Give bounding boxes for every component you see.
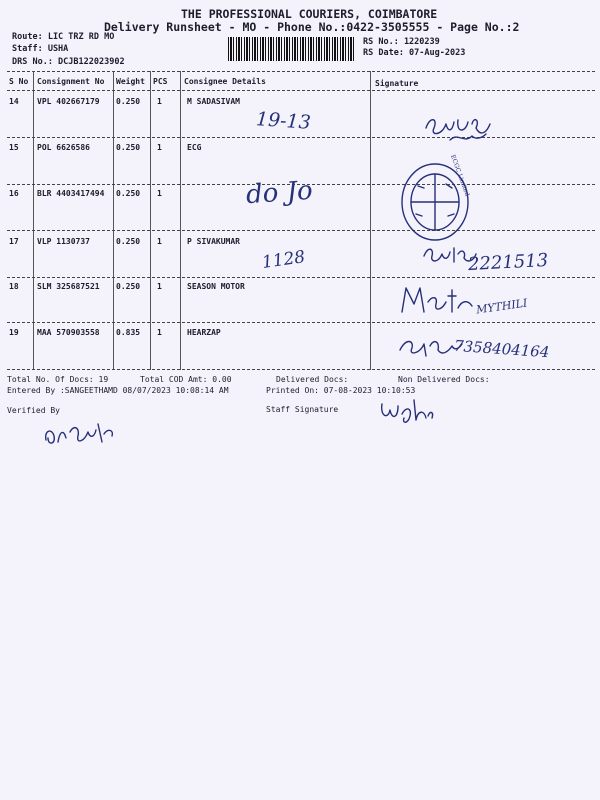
printed-on: Printed On: 07-08-2023 10:10:53 bbox=[266, 386, 416, 395]
rs-date: RS Date: 07-Aug-2023 bbox=[363, 48, 466, 58]
staff-label: Staff: USHA bbox=[12, 44, 69, 54]
non-delivered-docs: Non Delivered Docs: bbox=[398, 375, 490, 384]
drs-number: DRS No.: DCJB122023902 bbox=[12, 57, 125, 67]
header-rule bbox=[7, 90, 595, 91]
row-sno: 19 bbox=[9, 328, 19, 337]
handwritten-note: 19-13 bbox=[255, 108, 312, 134]
runsheet-title: Delivery Runsheet - MO - Phone No.:0422-3505555 - Page No.:2 bbox=[104, 20, 520, 34]
row-consignee: HEARZAP bbox=[187, 328, 221, 337]
delivered-docs: Delivered Docs: bbox=[276, 375, 349, 384]
column-header: Signature bbox=[375, 79, 419, 88]
column-header: PCS bbox=[153, 77, 168, 86]
row-weight: 0.250 bbox=[116, 282, 141, 291]
column-divider bbox=[113, 71, 114, 370]
verifier-signature bbox=[40, 416, 120, 450]
row-weight: 0.250 bbox=[116, 189, 141, 198]
table-top-rule bbox=[7, 71, 595, 72]
handwritten-note: 1128 bbox=[260, 247, 307, 273]
handwritten-phone: 7358404164 bbox=[453, 336, 550, 362]
column-divider bbox=[180, 71, 181, 370]
row-pcs: 1 bbox=[157, 328, 162, 337]
total-docs: Total No. Of Docs: 19 bbox=[7, 375, 109, 384]
rs-number: RS No.: 1220239 bbox=[363, 37, 440, 47]
total-cod: Total COD Amt: 0.00 bbox=[140, 375, 232, 384]
stamp-text: ECGC Limited bbox=[449, 153, 471, 198]
row-consignment: BLR 4403417494 bbox=[37, 189, 105, 198]
row-weight: 0.250 bbox=[116, 143, 141, 152]
row-weight: 0.250 bbox=[116, 97, 141, 106]
column-divider bbox=[150, 71, 151, 370]
column-header: Consignee Details bbox=[184, 77, 266, 86]
row-rule bbox=[7, 137, 595, 138]
row-sno: 14 bbox=[9, 97, 19, 106]
row-sno: 15 bbox=[9, 143, 19, 152]
row-consignment: VPL 402667179 bbox=[37, 97, 100, 106]
row-consignment: MAA 570903558 bbox=[37, 328, 100, 337]
row-sno: 17 bbox=[9, 237, 19, 246]
row-rule bbox=[7, 277, 595, 278]
company-title: THE PROFESSIONAL COURIERS, COIMBATORE bbox=[181, 7, 438, 21]
row-consignment: VLP 1130737 bbox=[37, 237, 90, 246]
handwritten-name: MYTHILI bbox=[475, 296, 529, 317]
row-consignment: POL 6626586 bbox=[37, 143, 90, 152]
table-bottom-rule bbox=[7, 369, 595, 370]
row-consignee: M SADASIVAM bbox=[187, 97, 240, 106]
verified-by-label: Verified By bbox=[7, 406, 60, 415]
row-rule bbox=[7, 230, 595, 231]
signature-row14 bbox=[420, 110, 500, 146]
handwritten-phone: 2221513 bbox=[467, 249, 549, 276]
handwritten-note: do Jo bbox=[245, 175, 314, 211]
row-consignee: SEASON MOTOR bbox=[187, 282, 245, 291]
column-header: Consignment No bbox=[37, 77, 105, 86]
row-pcs: 1 bbox=[157, 189, 162, 198]
row-pcs: 1 bbox=[157, 237, 162, 246]
row-consignment: SLM 325687521 bbox=[37, 282, 100, 291]
route-label: Route: LIC TRZ RD MO bbox=[12, 32, 115, 42]
row-pcs: 1 bbox=[157, 143, 162, 152]
row-sno: 16 bbox=[9, 189, 19, 198]
column-header: Weight bbox=[116, 77, 145, 86]
signature-row18 bbox=[398, 282, 478, 322]
entered-by: Entered By :SANGEETHAMD 08/07/2023 10:08:14 AM bbox=[7, 386, 229, 395]
staff-signature bbox=[376, 394, 436, 430]
row-consignee: P SIVAKUMAR bbox=[187, 237, 240, 246]
row-weight: 0.835 bbox=[116, 328, 141, 337]
row-sno: 18 bbox=[9, 282, 19, 291]
row-pcs: 1 bbox=[157, 97, 162, 106]
staff-signature-label: Staff Signature bbox=[266, 405, 339, 414]
row-pcs: 1 bbox=[157, 282, 162, 291]
row-rule bbox=[7, 322, 595, 323]
column-divider bbox=[33, 71, 34, 370]
column-header: S No bbox=[9, 77, 29, 86]
barcode bbox=[228, 37, 356, 61]
column-divider bbox=[370, 71, 371, 370]
row-weight: 0.250 bbox=[116, 237, 141, 246]
row-consignee: ECG bbox=[187, 143, 202, 152]
